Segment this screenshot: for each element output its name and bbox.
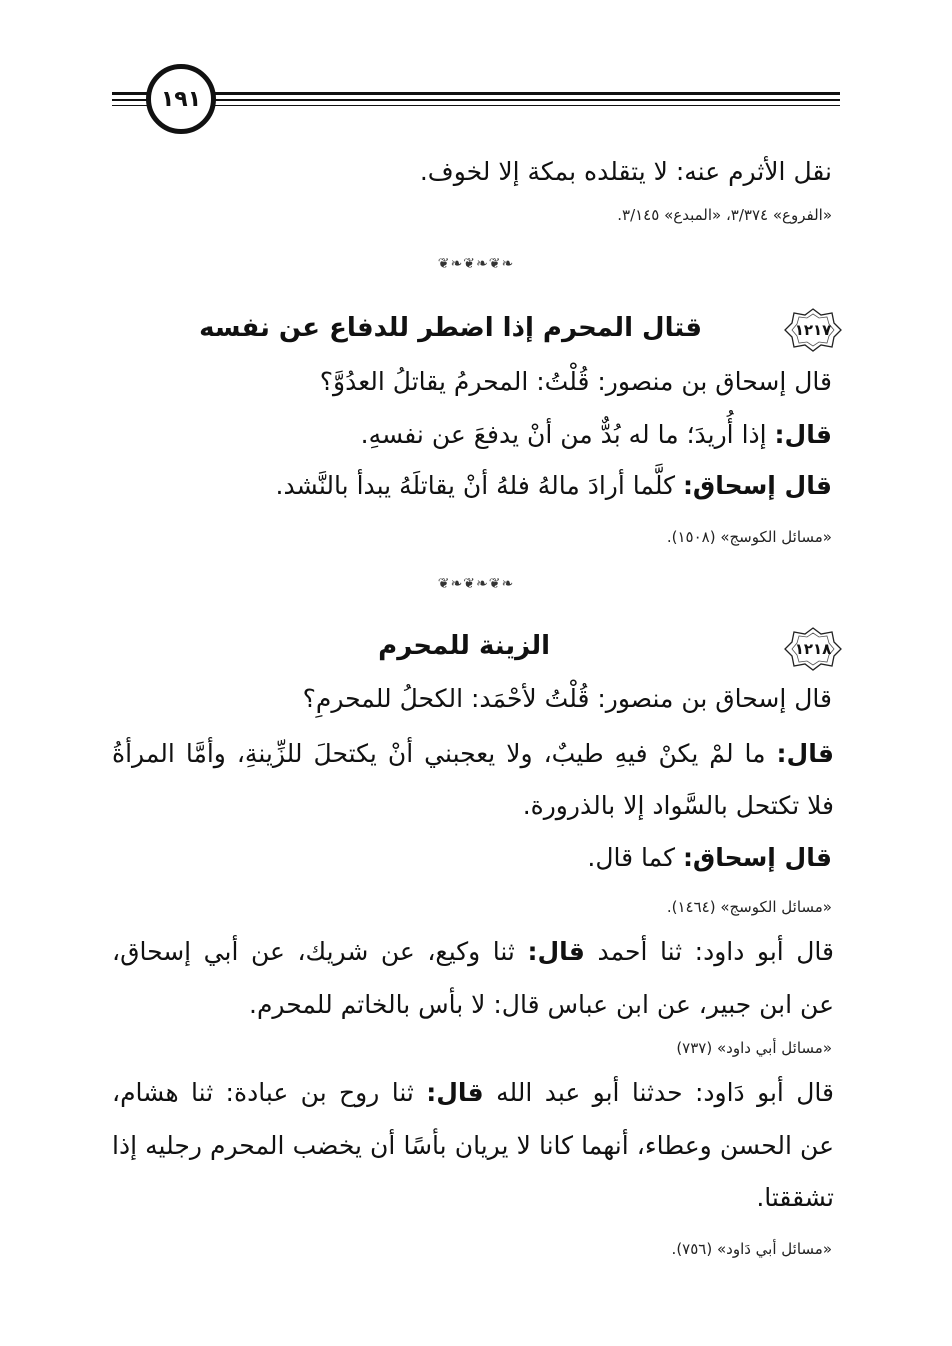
source-citation: «مسائل أبي دَاود» (٧٥٦). bbox=[671, 1240, 832, 1258]
header-rule bbox=[212, 105, 840, 106]
text-run: قال أبو داود: ثنا أحمد bbox=[584, 937, 835, 966]
text-run: قال أبو دَاود: حدثنا أبو عبد الله bbox=[483, 1078, 835, 1107]
speaker-label: قال: bbox=[527, 937, 585, 966]
header-rule bbox=[212, 99, 840, 101]
source-citation: «مسائل الكوسج» (١٥٠٨). bbox=[666, 528, 832, 546]
section-title: الزينة للمحرم bbox=[378, 631, 550, 661]
header-rule bbox=[212, 92, 840, 95]
speaker-label: قال إسحاق: bbox=[682, 471, 832, 500]
text-run: ثنا روح بن عبادة: ثنا هشام، bbox=[112, 1078, 427, 1107]
section-number-badge bbox=[784, 626, 842, 672]
text-run: كلَّما أرادَ مالهُ فلهُ أنْ يقاتلَهُ يبدأ بالنَّشد. bbox=[275, 471, 683, 500]
text-line: قال إسحاق بن منصور: قُلْتُ: المحرمُ يقاتلُ العدُوَّ؟ bbox=[319, 367, 832, 396]
intro-source: «الفروع» ٣/٣٧٤، «المبدع» ٣/١٤٥. bbox=[617, 206, 832, 224]
text-line bbox=[112, 734, 834, 774]
text-line: عن الحسن وعطاء، أنهما كانا لا يريان بأسًا أن يخضب المحرم رجليه إذا bbox=[112, 1131, 834, 1160]
text-line bbox=[112, 1073, 834, 1113]
text-line bbox=[110, 415, 832, 455]
text-line bbox=[112, 932, 834, 972]
source-citation: «مسائل الكوسج» (١٤٦٤). bbox=[666, 898, 832, 916]
section-divider: ❦❧❦❧❦❧ bbox=[437, 256, 515, 272]
section-title: قتال المحرم إذا اضطر للدفاع عن نفسه bbox=[199, 313, 702, 343]
text-run: ما لمْ يكنْ فيهِ طيبٌ، ولا يعجبني أنْ يكتحلَ للزِّينةِ، وأمَّا المرأةُ bbox=[112, 739, 777, 768]
text-line: فلا تكتحل بالسَّواد إلا بالذرورة. bbox=[522, 791, 834, 820]
text-line: تشققتا. bbox=[756, 1183, 834, 1212]
text-run: إذا أُريدَ؛ ما له بُدٌّ من أنْ يدفعَ عن نفسهِ. bbox=[360, 420, 775, 449]
source-citation: «مسائل أبي داود» (٧٣٧) bbox=[676, 1039, 832, 1057]
section-number: ١٢١٧ bbox=[794, 321, 832, 339]
text-line bbox=[110, 838, 832, 878]
speaker-label: قال: bbox=[776, 739, 834, 768]
speaker-label: قال: bbox=[774, 420, 832, 449]
page-number: ١٩١ bbox=[146, 64, 216, 134]
text-run: كما قال. bbox=[587, 843, 683, 872]
text-line: قال إسحاق بن منصور: قُلْتُ لأحْمَد: الكحلُ للمحرمِ؟ bbox=[302, 684, 832, 713]
speaker-label: قال إسحاق: bbox=[682, 843, 832, 872]
section-number-badge bbox=[784, 307, 842, 353]
section-divider: ❦❧❦❧❦❧ bbox=[437, 576, 515, 592]
section-number: ١٢١٨ bbox=[794, 640, 832, 658]
text-run: ثنا وكيع، عن شريك، عن أبي إسحاق، bbox=[112, 937, 528, 966]
text-line bbox=[110, 466, 832, 506]
speaker-label: قال: bbox=[426, 1078, 484, 1107]
intro-line: نقل الأثرم عنه: لا يتقلده بمكة إلا لخوف. bbox=[419, 157, 832, 186]
text-line: عن ابن جبير، عن ابن عباس قال: لا بأس بالخاتم للمحرم. bbox=[249, 990, 834, 1019]
